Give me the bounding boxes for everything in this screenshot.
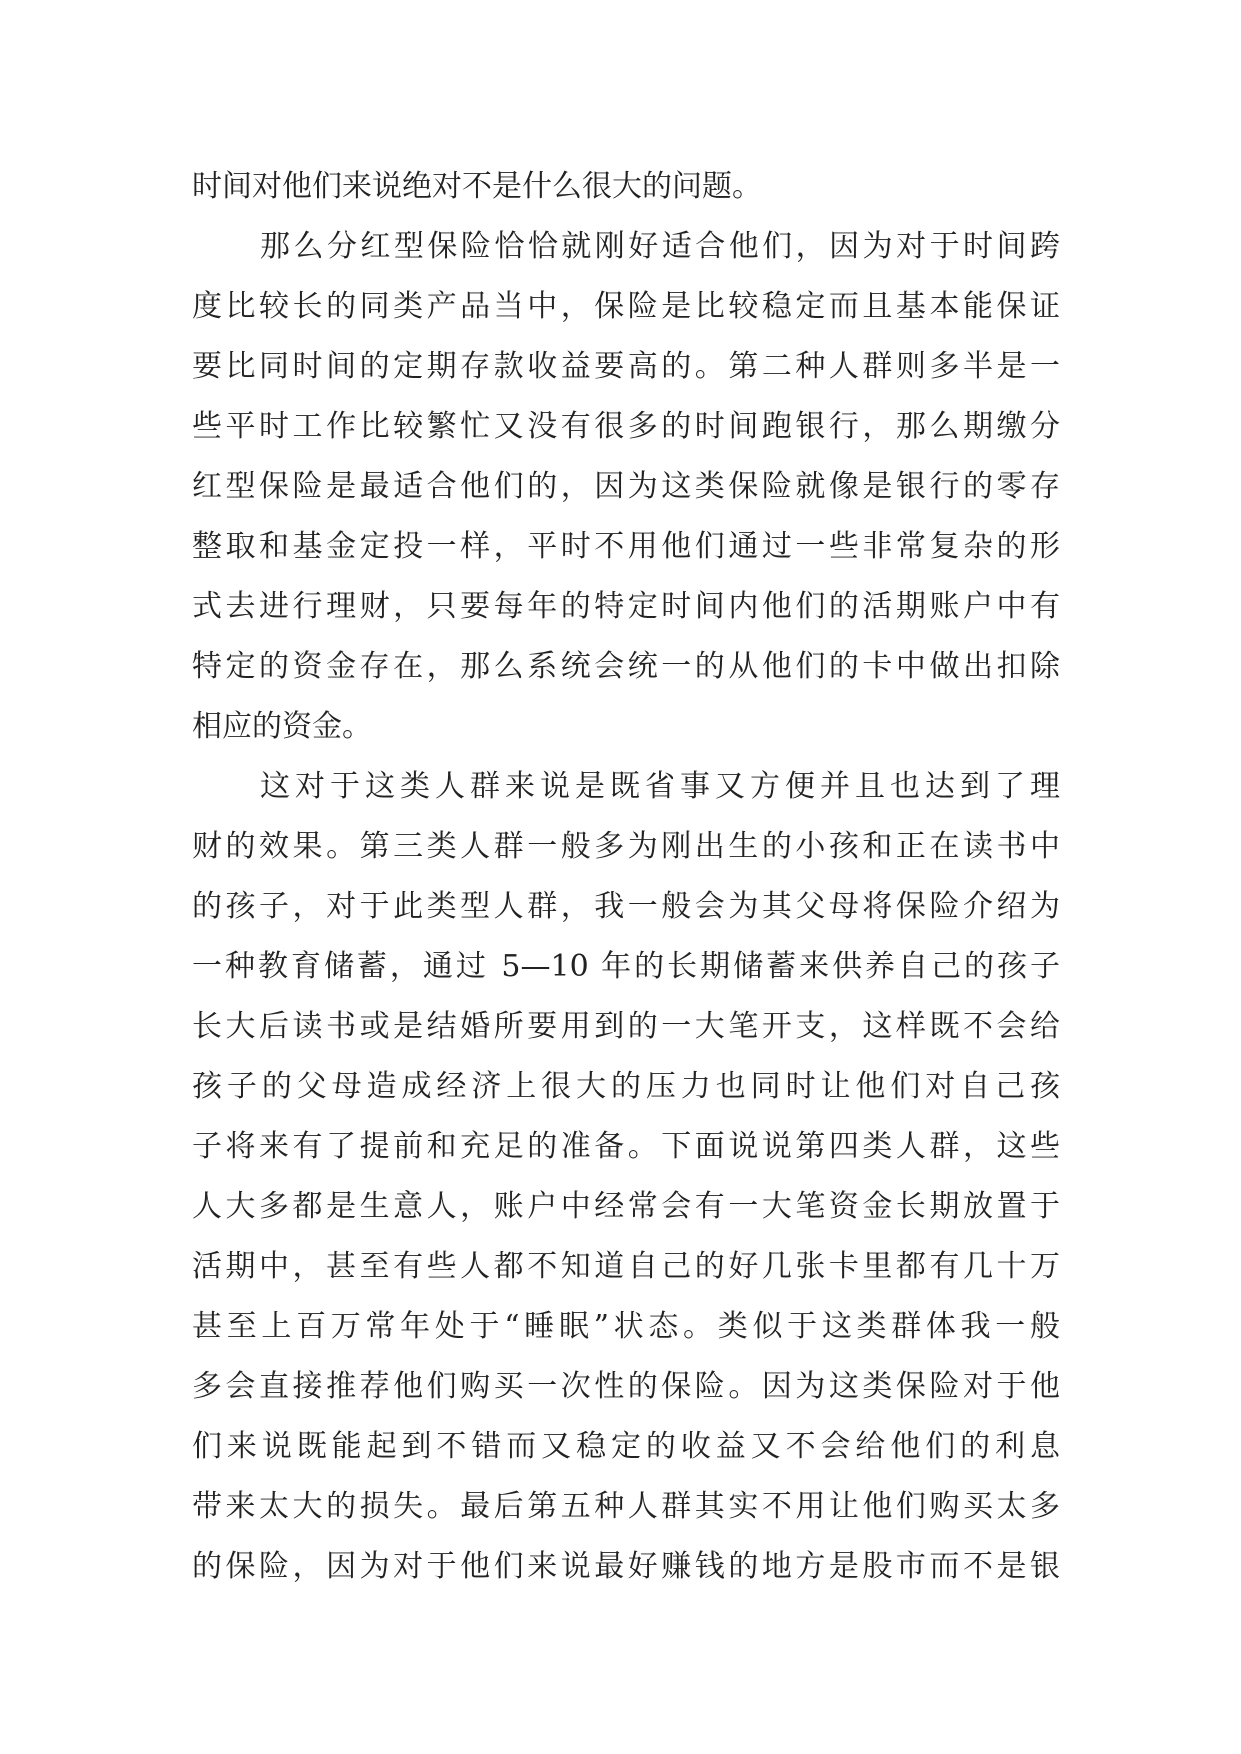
text-line: 活期中，甚至有些人都不知道自己的好几张卡里都有几十万 [192,1249,1060,1284]
body-text [192,157,1060,1597]
text-line: 要比同时间的定期存款收益要高的。第二种人群则多半是一 [192,349,1060,384]
text-line: 那么分红型保险恰恰就刚好适合他们，因为对于时间跨 [260,229,1060,264]
text-line: 时间对他们来说绝对不是什么很大的问题。 [192,169,762,204]
text-line: 特定的资金存在，那么系统会统一的从他们的卡中做出扣除 [192,649,1060,684]
text-line: 们来说既能起到不错而又稳定的收益又不会给他们的利息 [192,1429,1060,1464]
text-line: 的孩子，对于此类型人群，我一般会为其父母将保险介绍为 [192,889,1060,924]
text-line: 带来太大的损失。最后第五种人群其实不用让他们购买太多 [192,1489,1060,1524]
text-line: 多会直接推荐他们购买一次性的保险。因为这类保险对于他 [192,1369,1060,1404]
text-line: 的保险，因为对于他们来说最好赚钱的地方是股市而不是银 [192,1549,1060,1584]
text-line: 一种教育储蓄，通过 5—10 年的长期储蓄来供养自己的孩子 [192,949,1060,984]
text-line: 财的效果。第三类人群一般多为刚出生的小孩和正在读书中 [192,829,1060,864]
text-line: 相应的资金。 [192,709,372,744]
text-line: 红型保险是最适合他们的，因为这类保险就像是银行的零存 [192,469,1060,504]
text-line: 子将来有了提前和充足的准备。下面说说第四类人群，这些 [192,1129,1060,1164]
text-line: 孩子的父母造成经济上很大的压力也同时让他们对自己孩 [192,1069,1060,1104]
text-line: 这对于这类人群来说是既省事又方便并且也达到了理 [260,769,1060,804]
text-line: 整取和基金定投一样，平时不用他们通过一些非常复杂的形 [192,529,1060,564]
text-line: 些平时工作比较繁忙又没有很多的时间跑银行，那么期缴分 [192,409,1060,444]
text-line: 长大后读书或是结婚所要用到的一大笔开支，这样既不会给 [192,1009,1060,1044]
text-line: 甚至上百万常年处于“睡眠”状态。类似于这类群体我一般 [192,1309,1060,1344]
text-line: 式去进行理财，只要每年的特定时间内他们的活期账户中有 [192,589,1060,624]
text-line: 度比较长的同类产品当中，保险是比较稳定而且基本能保证 [192,289,1060,324]
text-line: 人大多都是生意人，账户中经常会有一大笔资金长期放置于 [192,1189,1060,1224]
